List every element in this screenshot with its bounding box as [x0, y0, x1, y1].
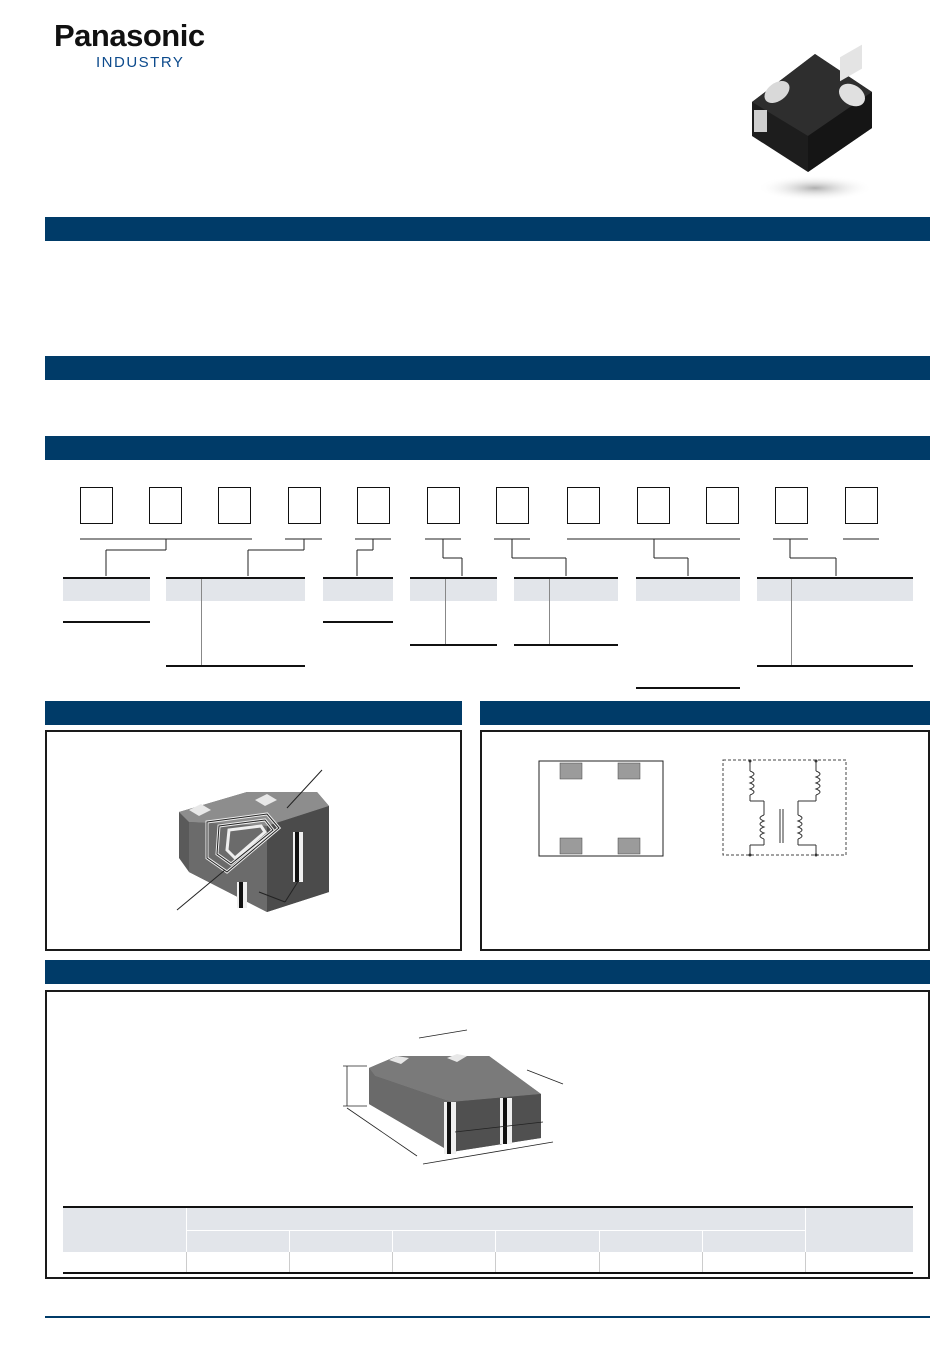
section-bar-circuit: [480, 701, 930, 725]
digit-box-1: [80, 487, 113, 524]
construction-panel: [45, 730, 462, 951]
digit-box-5: [357, 487, 390, 524]
terminal-layout-drawing-icon: [538, 760, 668, 860]
brand-logo: [54, 20, 205, 71]
part-number-connectors: [0, 530, 950, 580]
brand-name: Panasonic: [54, 18, 205, 53]
section-bar-2: [45, 356, 930, 380]
coil-construction-drawing-icon: [167, 762, 377, 922]
digit-box-8: [567, 487, 600, 524]
footer-rule: [45, 1316, 930, 1318]
section-bar-1: [45, 217, 930, 241]
digit-box-11: [775, 487, 808, 524]
digit-box-6: [427, 487, 460, 524]
digit-box-2: [149, 487, 182, 524]
section-bar-dimensions: [45, 960, 930, 984]
section-bar-part-numbers: [45, 436, 930, 460]
dimensions-panel: [45, 990, 930, 1279]
dimensions-table: [63, 1206, 913, 1274]
digit-box-10: [706, 487, 739, 524]
brand-division: INDUSTRY: [96, 54, 185, 71]
common-mode-circuit-diagram-icon: [722, 759, 848, 857]
digit-box-12: [845, 487, 878, 524]
circuit-panel: [480, 730, 930, 951]
digit-box-4: [288, 487, 321, 524]
digit-box-7: [496, 487, 529, 524]
dimensions-drawing-icon: [337, 1028, 617, 1178]
digit-box-3: [218, 487, 251, 524]
digit-box-9: [637, 487, 670, 524]
section-bar-construction: [45, 701, 462, 725]
chip-component-photo-icon: [740, 40, 885, 205]
